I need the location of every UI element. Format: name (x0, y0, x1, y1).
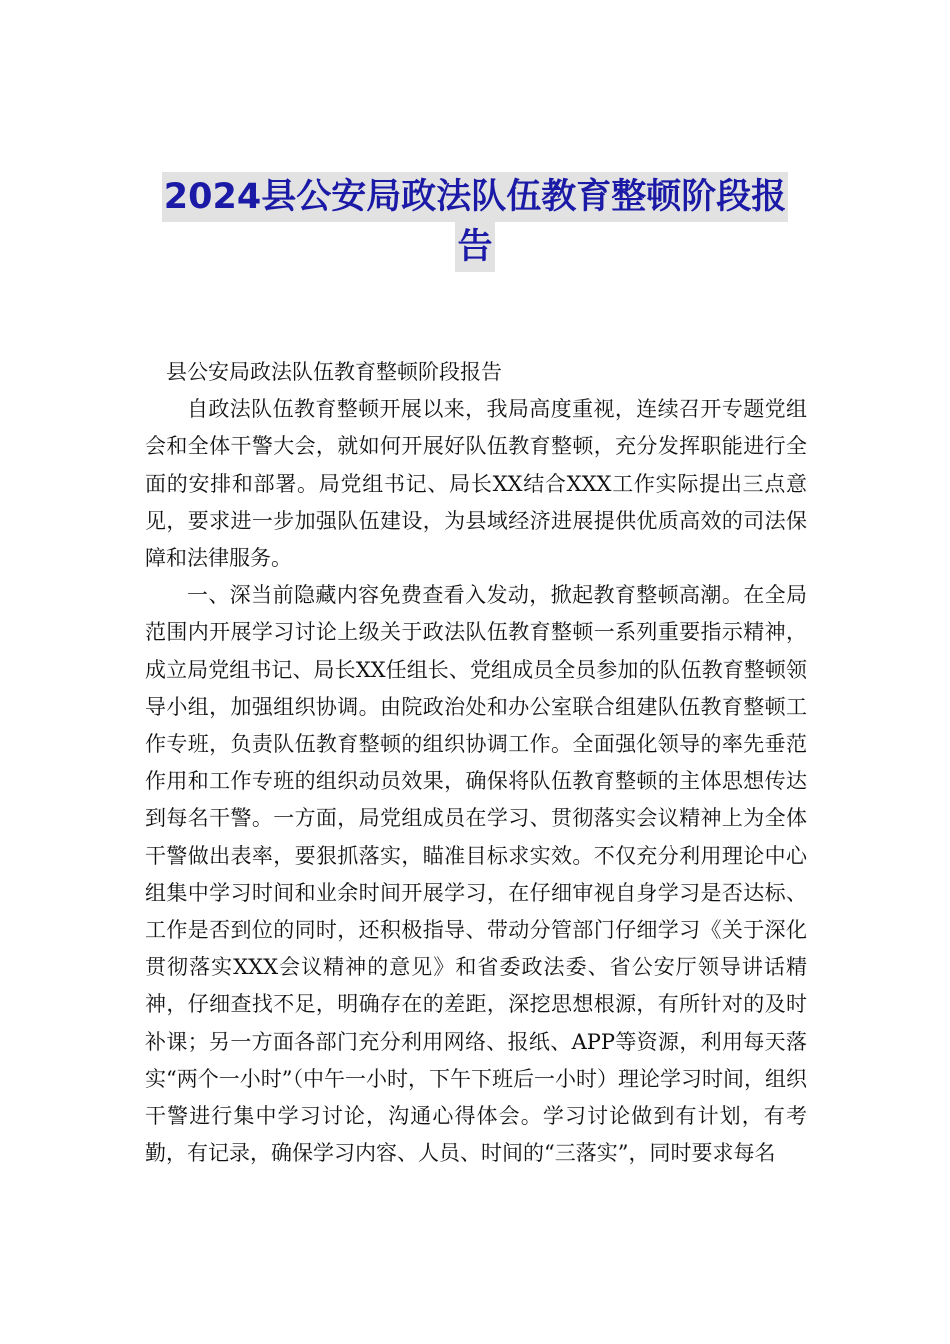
document-title (140, 172, 810, 272)
paragraph-1: 自政法队伍教育整顿开展以来，我局高度重视，连续召开专题党组会和全体干警大会，就如何开展好队伍教育整顿，充分发挥职能进行全面的安排和部署。局党组书记、局长XX结合XXX工作实际提出三点意见，要求进一步加强队伍建设，为县域经济进展提供优质高效的司法保障和法律服务。 (145, 397, 807, 571)
title-line-2: 告 (455, 222, 494, 272)
title-line-1: 2024县公安局政法队伍教育整顿阶段报 (162, 172, 788, 222)
document-body (145, 354, 807, 1172)
document-subtitle: 县公安局政法队伍教育整顿阶段报告 (166, 360, 502, 384)
paragraph-2: 一、深当前隐藏内容免费查看入发动，掀起教育整顿高潮。在全局范围内开展学习讨论上级关于政法队伍教育整顿一系列重要指示精神，成立局党组书记、局长XX任组长、党组成员全员参加的队伍教育整顿领导小组，加强组织协调。由院政治处和办公室联合组建队伍教育整顿工作专班，负责队伍教育整顿的组织协调工作。全面强化领导的率先垂范作用和工作专班的组织动员效果，确保将队伍教育整顿的主体思想传达到每名干警。一方面，局党组成员在学习、贯彻落实会议精神上为全体干警做出表率，要狠抓落实，瞄准目标求实效。不仅充分利用理论中心组集中学习时间和业余时间开展学习，在仔细审视自身学习是否达标、工作是否到位的同时，还积极指导、带动分管部门仔细学习《关于深化贯彻落实XXX会议精神的意见》和省委政法委、省公安厅领导讲话精神，仔细查找不足，明确存在的差距，深挖思想根源，有所针对的及时补课；另一方面各部门充分利用网络、报纸、APP等资源，利用每天落实“两个一小时”（中午一小时，下午下班后一小时）理论学习时间，组织干警进行集中学习讨论，沟通心得体会。学习讨论做到有计划，有考勤，有记录，确保学习内容、人员、时间的“三落实”，同时要求每名 (145, 583, 807, 1166)
